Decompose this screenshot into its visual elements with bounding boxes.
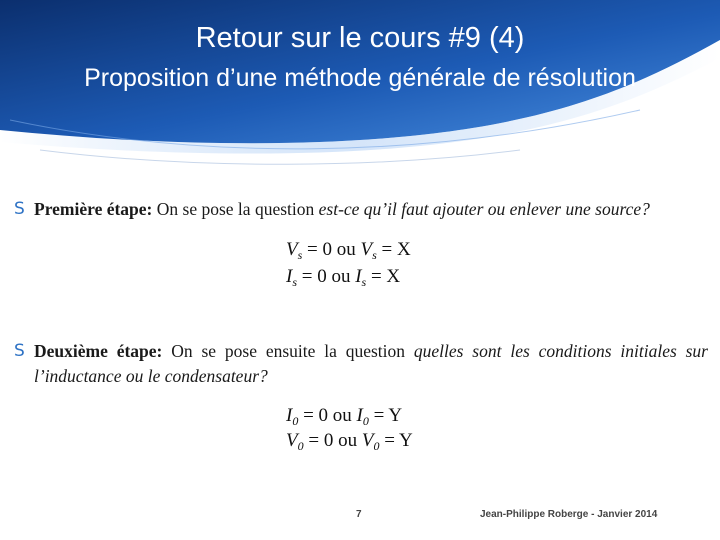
step2-paragraph	[34, 339, 708, 389]
step1-equation-1: $V_s = 0$ ou $V_s = X$	[286, 239, 411, 262]
step2-equation-1: $I_0 = 0$ ou $I_0 = Y$	[286, 405, 403, 428]
step1-paragraph	[34, 197, 708, 222]
step2-question: quelles sont les conditions initiales sur l’inductance ou le condensateur?	[34, 341, 708, 386]
footer-author: Jean-Philippe Roberge - Janvier 2014	[480, 509, 658, 520]
step2-text: On se pose ensuite la question	[162, 341, 414, 361]
header-banner	[0, 0, 720, 175]
page-number: 7	[356, 509, 362, 520]
step2-label: Deuxième étape:	[34, 341, 163, 361]
bullet-icon: S	[14, 199, 25, 219]
slide-title: Retour sur le cours #9 (4)	[195, 22, 525, 54]
step1-label: Première étape:	[34, 199, 153, 219]
step1-text: On se pose la question	[152, 199, 319, 219]
step2-equation-2: $V_0 = 0$ ou $V_0 = Y$	[286, 430, 413, 453]
step1-equation-2: $I_s = 0$ ou $I_s = X$	[286, 266, 401, 289]
bullet-icon: S	[14, 341, 25, 361]
step1-question: est-ce qu’il faut ajouter ou enlever une source?	[318, 199, 650, 219]
slide-subtitle: Proposition d’une méthode générale de résolution	[84, 64, 636, 92]
